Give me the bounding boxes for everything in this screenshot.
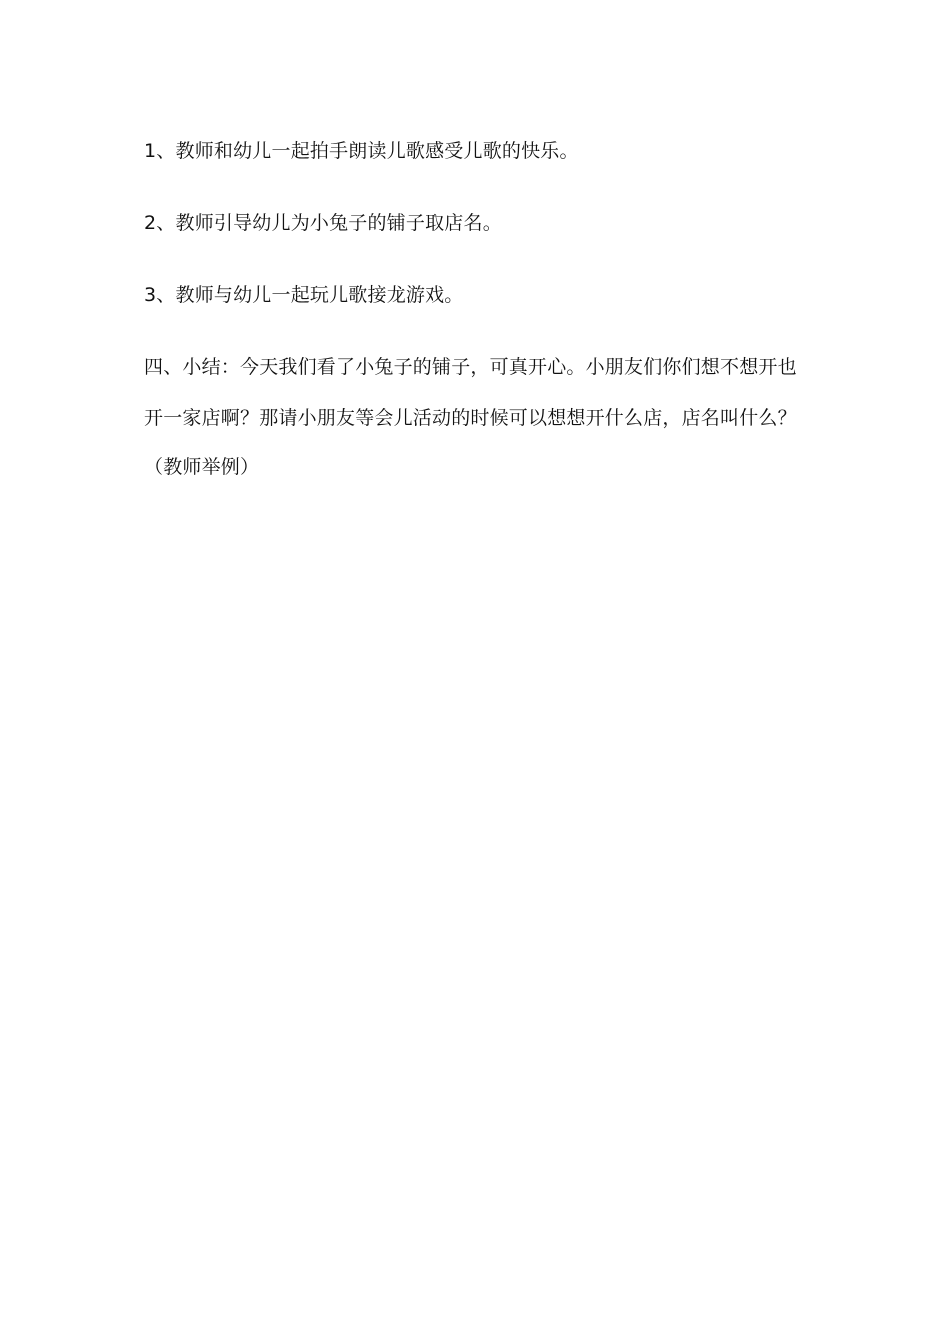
summary-line-3: （教师举例） <box>144 456 260 478</box>
summary-line-2: 开一家店啊？那请小朋友等会儿活动的时候可以想想开什么店，店名叫什么？ <box>144 407 797 429</box>
step-2-text: 2、教师引导幼儿为小兔子的铺子取店名。 <box>144 212 502 234</box>
step-3-text: 3、教师与幼儿一起玩儿歌接龙游戏。 <box>144 284 464 306</box>
step-1-text: 1、教师和幼儿一起拍手朗读儿歌感受儿歌的快乐。 <box>144 140 579 162</box>
summary-line-1: 四、小结：今天我们看了小兔子的铺子，可真开心。小朋友们你们想不想开也 <box>144 356 797 378</box>
